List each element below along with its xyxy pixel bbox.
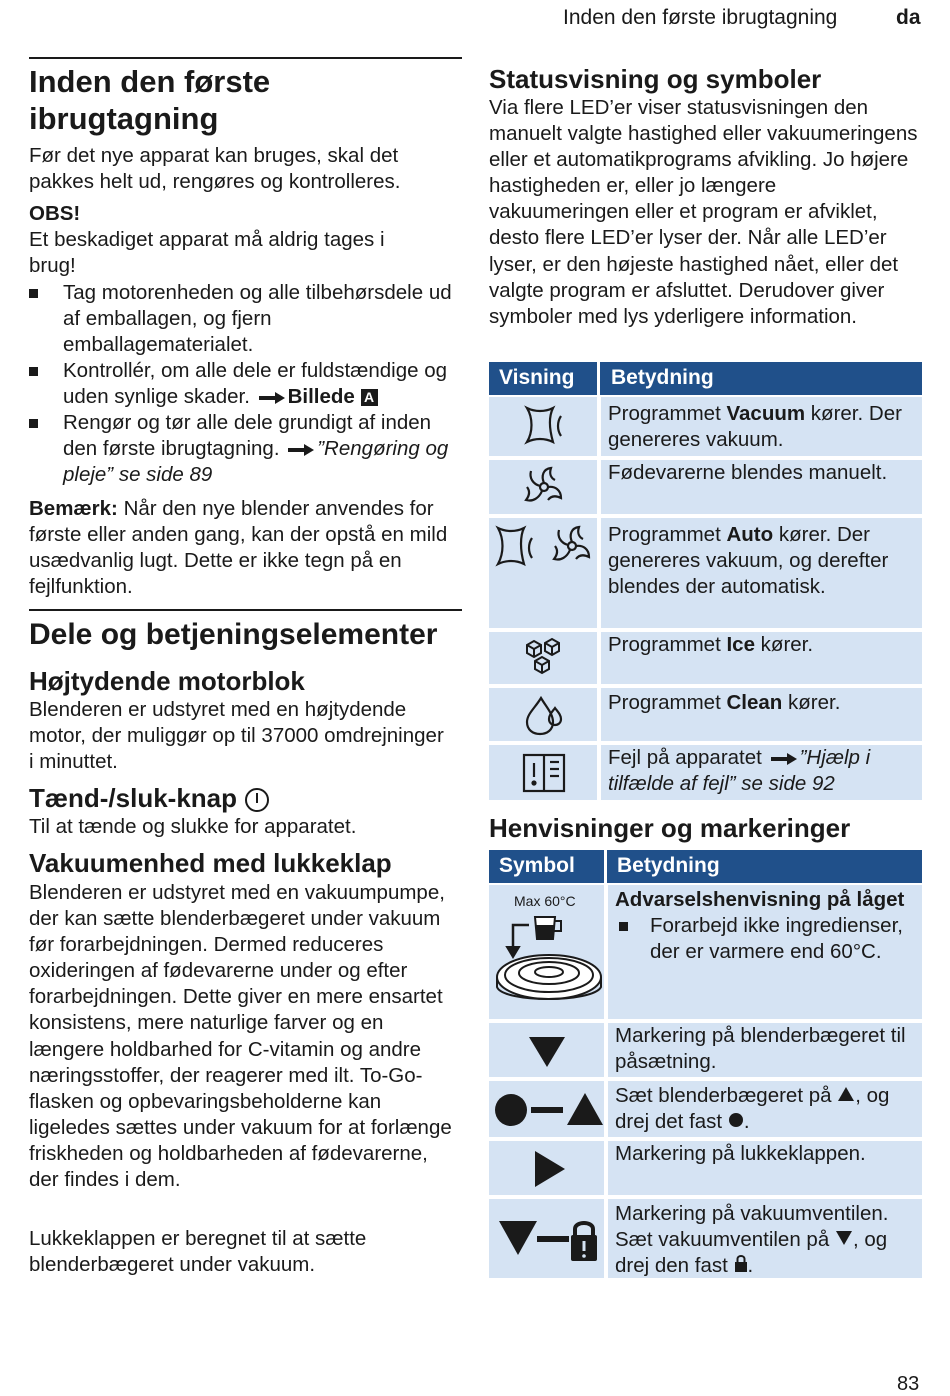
table-row (489, 397, 922, 456)
subheading-power (29, 783, 270, 813)
section-rule (29, 609, 462, 611)
table-row (489, 688, 922, 741)
reference-arrow-icon (288, 443, 314, 457)
triangle-up-inline-icon (837, 1086, 855, 1102)
table-row (489, 885, 922, 1019)
lid-warning-icon (493, 891, 603, 1021)
status-paragraph: Via flere LED’er viser statusvisningen den manuelt valgte hastighed eller vakuumeringens eller et automatikprograms afvikling. Jo højere hastigheden er, eller jo længere vakuumeringen eller et program er afviklet, desto flere LED’er lyser der. Når alle LED’er lyser, er den højeste hastighed nået, eller det valgte program er afsluttet. Derudover giver symboler med lys yderligere information. (489, 96, 918, 328)
note-label: Bemærk: (29, 497, 118, 520)
page-number: 83 (897, 1373, 920, 1395)
dot-inline-icon (728, 1112, 744, 1128)
figure-reference: Billede (287, 385, 355, 409)
vacuum-icon (523, 402, 569, 453)
row-meaning: Programmet Vacuum kører. Der genereres vakuum. (608, 402, 902, 452)
intro-paragraph: Før det nye apparat kan bruges, skal det pakkes helt ud, rengøres og kontrolleres. (29, 144, 401, 194)
power-title-text: Tænd-/sluk-knap (29, 783, 238, 813)
auto-icon (495, 522, 595, 575)
bullet-square (29, 419, 38, 428)
column-header-symbol: Symbol (499, 854, 575, 877)
vacuum-paragraph: Blenderen er udstyret med en vakuumpumpe, der kan sætte blenderbægeret under vakuum før forarbejdningen. Dermed reduceres oxideringen af fødevarerne under og efter forarbejdningen. Dette giver en mere ensartet konsistens, mere naturlige farver og en længere holdbarhed for C-vitamin og andre næringsstoffer, der reagerer med ilt. To-Go-flasken og opbevaringsbeholderne kan ligeledes sættes under vakuum for at forlænge friskheden og holdbarheden af fødevarerne, der findes i dem. (29, 881, 452, 1192)
section-title-first-use: Inden den første ibrugtagning (29, 64, 271, 136)
table-row (489, 1199, 922, 1278)
bullet-item (615, 913, 915, 993)
error-book-icon (521, 749, 569, 802)
warning-title: Advarselshenvisning på låget (615, 888, 905, 911)
triangle-down-inline-icon (835, 1230, 853, 1246)
power-paragraph: Til at tænde og slukke for apparatet. (29, 815, 357, 838)
table-header (489, 850, 922, 883)
table-row (489, 1141, 922, 1195)
obs-label: OBS! (29, 202, 81, 225)
bullet-text: Kontrollér, om alle dele er fuldstændige og uden synlige skader. (63, 359, 448, 409)
table-row (489, 518, 922, 628)
table-row (489, 460, 922, 514)
table-row (489, 632, 922, 684)
row-meaning: Markering på vakuumventilen. Sæt vakuumventilen på , og drej den fast . (615, 1202, 889, 1278)
table-header (489, 362, 922, 395)
running-header-language: da (896, 6, 921, 29)
dot-dash-triangle-icon (493, 1091, 605, 1134)
table-row (489, 745, 922, 800)
cross-reference-troubleshooting: ”Hjælp i tilfælde af fejl” se side 92 (608, 746, 871, 796)
triangle-right-icon (533, 1149, 567, 1194)
figure-letter-badge: A (361, 389, 378, 406)
note-text: Når den nye blender anvendes for første eller anden gang, kan der opstå en mild usædvanlig lugt. Dette er ikke tegn på en fejlfunktion. (29, 497, 448, 599)
markings-table (489, 850, 922, 1278)
subheading-motor: Højtydende motorblok (29, 666, 305, 696)
table-row (489, 1023, 922, 1077)
triangle-dash-lock-icon (497, 1215, 601, 1268)
subheading-markings: Henvisninger og markeringer (489, 813, 851, 843)
flap-paragraph: Lukkeklappen er beregnet til at sætte blenderbægeret under vakuum. (29, 1227, 367, 1277)
running-header-section: Inden den første ibrugtagning (563, 6, 838, 29)
subheading-status: Statusvisning og symboler (489, 64, 822, 94)
reference-arrow-icon (259, 391, 285, 405)
bullet-square (29, 289, 38, 298)
clean-icon (523, 692, 569, 743)
column-header-meaning: Betydning (611, 366, 714, 389)
row-meaning: Fødevarerne blendes manuelt. (608, 461, 888, 484)
bullet-square (29, 367, 38, 376)
obs-text: Et beskadiget apparat må aldrig tages i brug! (29, 228, 385, 278)
section-title-parts: Dele og betjeningselementer (29, 618, 438, 651)
max-temperature-label: Max 60°C (514, 893, 576, 909)
motor-paragraph: Blenderen er udstyret med en højtydende motor, der muliggør op til 37000 omdrejninger i minuttet. (29, 698, 444, 774)
reference-arrow-icon (771, 752, 797, 766)
ice-icon (523, 635, 569, 686)
row-meaning: Markering på blenderbægeret til påsætning. (615, 1024, 906, 1074)
section-rule (29, 57, 462, 59)
power-icon (244, 787, 270, 813)
bullet-square (619, 922, 628, 931)
row-meaning (615, 887, 915, 1019)
bullet-text: Forarbejd ikke ingredienser, der er varmere end 60°C. (650, 914, 903, 964)
bullet-text: Rengør og tør alle dele grundigt af inden den første ibrugtagning. (63, 411, 432, 461)
row-meaning: Sæt blenderbægeret på , og drej det fast . (615, 1084, 890, 1134)
status-symbols-table (489, 362, 922, 800)
note-paragraph (29, 496, 454, 600)
lock-inline-icon (734, 1254, 748, 1272)
column-header-meaning: Betydning (617, 854, 720, 877)
row-meaning: Programmet Auto kører. Der genereres vakuum, og derefter blendes der automatisk. (608, 523, 889, 599)
row-meaning: Markering på lukkeklappen. (615, 1142, 866, 1165)
triangle-down-icon (527, 1035, 567, 1074)
column-header-display: Visning (499, 366, 575, 389)
cross-reference-cleaning: ”Rengøring og pleje” se side 89 (63, 437, 449, 487)
blade-icon (521, 464, 567, 515)
bullet-text: Tag motorenheden og alle tilbehørsdele ud af emballagen, og fjern emballagematerialet. (63, 281, 452, 357)
table-row (489, 1081, 922, 1137)
subheading-vacuum-unit: Vakuumenhed med lukkeklap (29, 848, 392, 878)
row-meaning: Programmet Clean kører. (608, 691, 841, 714)
row-meaning: Programmet Ice kører. (608, 633, 814, 656)
row-meaning: Fejl på apparatet ”Hjælp i tilfælde af fejl” se side 92 (608, 746, 871, 796)
